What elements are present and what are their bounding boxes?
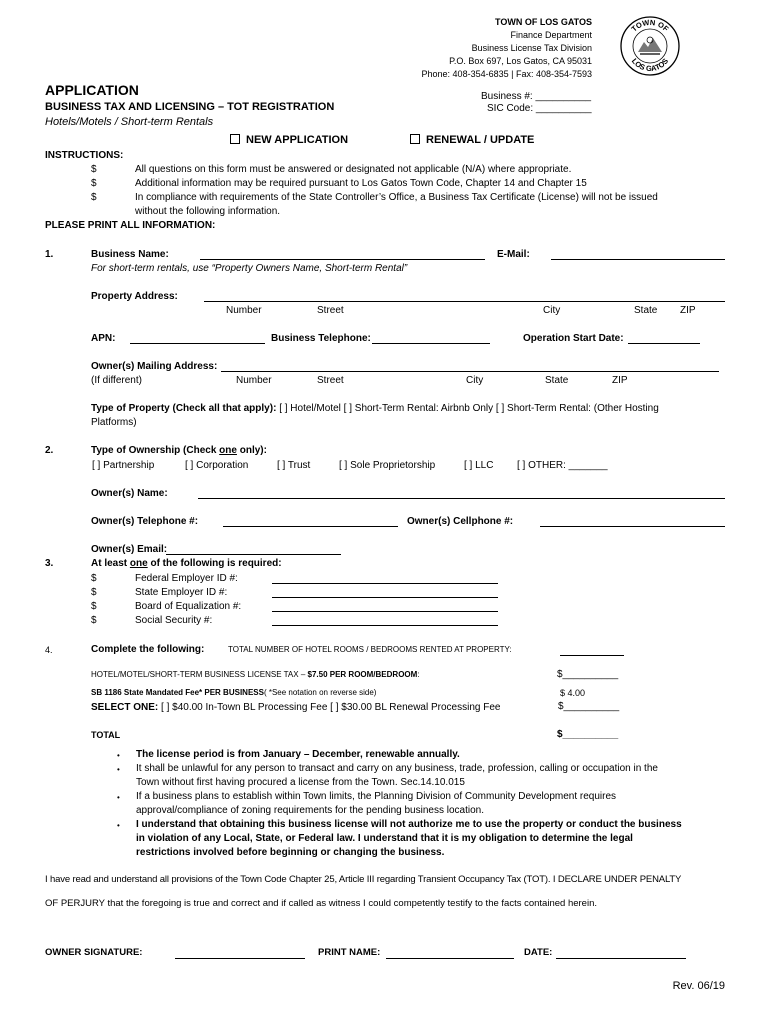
renewal-checkbox[interactable]	[410, 134, 534, 147]
instruction-item-1: All questions on this form must be answered or designated not applicable (N/A) where appropriate.	[135, 164, 572, 175]
print-name-input[interactable]	[386, 958, 514, 959]
col-street: Street	[317, 375, 344, 386]
ownership-option-other[interactable]: [ ] OTHER: _______	[517, 460, 608, 471]
business-telephone-input[interactable]	[372, 343, 490, 344]
checkbox-icon	[230, 134, 240, 144]
ownership-option-partnership[interactable]: [ ] Partnership	[92, 460, 155, 471]
email-label: E-Mail:	[497, 249, 530, 260]
owner-email-label: Owner(s) Email:	[91, 544, 168, 555]
business-name-input[interactable]	[200, 259, 485, 260]
start-date-label: Operation Start Date:	[523, 333, 624, 344]
col-city: City	[543, 305, 561, 316]
application-title: APPLICATION	[45, 82, 139, 98]
owner-telephone-label: Owner(s) Telephone #:	[91, 516, 199, 527]
social-security-label: Social Security #:	[135, 615, 213, 626]
note-3-line-2: approval/compliance of zoning requirements for the pending business location.	[136, 805, 484, 816]
required-id-label: At least one of the following is required:	[91, 558, 282, 569]
col-number: Number	[236, 375, 272, 386]
owner-name-label: Owner(s) Name:	[91, 488, 168, 499]
complete-following-label: Complete the following:	[91, 644, 205, 655]
town-seal-logo	[620, 16, 680, 76]
owner-telephone-input[interactable]	[223, 526, 398, 527]
total-label: TOTAL	[91, 730, 121, 740]
business-name-label: Business Name:	[91, 249, 169, 260]
select-one-label: SELECT ONE:	[91, 702, 159, 713]
select-one-row[interactable]	[91, 702, 500, 714]
total-amount-input[interactable]: $__________	[557, 729, 619, 740]
ownership-option-corporation[interactable]: [ ] Corporation	[185, 460, 249, 471]
bullet-icon: •	[117, 793, 120, 802]
apn-input[interactable]	[130, 343, 265, 344]
print-all-heading: PLEASE PRINT ALL INFORMATION:	[45, 220, 216, 231]
new-application-label: NEW APPLICATION	[246, 134, 349, 146]
owner-cellphone-label: Owner(s) Cellphone #:	[407, 516, 514, 527]
bullet-icon: •	[117, 821, 120, 830]
id-marker: $	[91, 601, 97, 612]
federal-employer-id-input[interactable]	[272, 583, 498, 584]
if-different-label: (If different)	[91, 375, 142, 386]
sb1186-label: SB 1186 State Mandated Fee* PER BUSINESS( *See notation on reverse side)	[91, 688, 377, 697]
section-1-number: 1.	[45, 249, 54, 260]
property-type-label: Type of Property (Check all that apply):	[91, 403, 277, 414]
str-note: For short-term rentals, use “Property Owners Name, Short-term Rental”	[91, 263, 408, 274]
select-one-options: [ ] $40.00 In-Town BL Processing Fee [ ] $30.00 BL Renewal Processing Fee	[161, 702, 501, 713]
instruction-item-2: Additional information may be required pursuant to Los Gatos Town Code, Chapter 14 and Chapter 15	[135, 178, 587, 189]
header-dept: Finance Department	[510, 30, 592, 40]
instruction-marker: $	[91, 178, 97, 189]
header-division: Business License Tax Division	[471, 43, 592, 53]
note-2-line-2: Town without first having procured a license from the Town. Sec.14.10.015	[136, 777, 465, 788]
property-address-label: Property Address:	[91, 291, 178, 302]
board-of-equalization-label: Board of Equalization #:	[135, 601, 242, 612]
property-address-input[interactable]	[204, 301, 725, 302]
id-marker: $	[91, 573, 97, 584]
date-input[interactable]	[556, 958, 686, 959]
owner-signature-label: OWNER SIGNATURE:	[45, 947, 143, 958]
property-type-platforms: Platforms)	[91, 417, 137, 428]
note-1: The license period is from January – December, renewable annually.	[136, 749, 460, 760]
tax-amount-input[interactable]: $__________	[557, 669, 619, 680]
social-security-input[interactable]	[272, 625, 498, 626]
print-name-label: PRINT NAME:	[318, 947, 381, 958]
col-state: State	[545, 375, 569, 386]
note-4-line-3: restrictions involved before beginning or changing the business.	[136, 847, 445, 858]
processing-fee-amount-input[interactable]: $__________	[558, 701, 620, 712]
note-2-line-1: It shall be unlawful for any person to transact and carry on any business, trade, profession, calling or occupation in the	[136, 763, 658, 774]
federal-employer-id-label: Federal Employer ID #:	[135, 573, 238, 584]
sic-code-field[interactable]: SIC Code: __________	[487, 103, 592, 114]
bullet-icon: •	[117, 765, 120, 774]
business-telephone-label: Business Telephone:	[271, 333, 371, 344]
ownership-option-llc[interactable]: [ ] LLC	[464, 460, 494, 471]
id-marker: $	[91, 587, 97, 598]
note-3-line-1: If a business plans to establish within Town limits, the Planning Division of Community Development requires	[136, 791, 617, 802]
property-type-row[interactable]	[91, 403, 659, 415]
state-employer-id-label: State Employer ID #:	[135, 587, 228, 598]
instruction-item-3-cont: without the following information.	[135, 206, 281, 217]
instruction-marker: $	[91, 164, 97, 175]
ownership-option-trust[interactable]: [ ] Trust	[277, 460, 311, 471]
col-zip: ZIP	[680, 305, 696, 316]
header-org: TOWN OF LOS GATOS	[494, 17, 592, 27]
email-input[interactable]	[551, 259, 725, 260]
col-zip: ZIP	[612, 375, 628, 386]
apn-label: APN:	[91, 333, 116, 344]
col-state: State	[634, 305, 658, 316]
owner-signature-input[interactable]	[175, 958, 305, 959]
note-4-line-1: I understand that obtaining this business license will not authorize me to use the property or conduct the business	[136, 819, 682, 830]
new-application-checkbox[interactable]	[230, 134, 348, 147]
id-marker: $	[91, 615, 97, 626]
owner-cellphone-input[interactable]	[540, 526, 725, 527]
note-4-line-2: in violation of any Local, State, or Federal law. I understand that it is my obligation to determine the legal	[136, 833, 633, 844]
mailing-address-label: Owner(s) Mailing Address:	[91, 361, 218, 372]
col-number: Number	[226, 305, 262, 316]
tax-label: HOTEL/MOTEL/SHORT-TERM BUSINESS LICENSE TAX – $7.50 PER ROOM/BEDROOM:	[91, 670, 420, 679]
col-city: City	[466, 375, 484, 386]
ownership-option-sole-proprietorship[interactable]: [ ] Sole Proprietorship	[339, 460, 436, 471]
bullet-icon: •	[117, 751, 120, 760]
header-phone: Phone: 408-354-6835 | Fax: 408-354-7593	[421, 69, 592, 79]
application-category: Hotels/Motels / Short-term Rentals	[45, 116, 214, 128]
instruction-marker: $	[91, 192, 97, 203]
seal-top-text: TOWN OF	[629, 17, 671, 34]
renewal-label: RENEWAL / UPDATE	[426, 134, 535, 146]
instructions-heading: INSTRUCTIONS:	[45, 150, 124, 161]
property-type-options: [ ] Hotel/Motel [ ] Short-Term Rental: Airbnb Only [ ] Short-Term Rental: (Other Hosting	[279, 403, 659, 414]
col-street: Street	[317, 305, 344, 316]
header-address: P.O. Box 697, Los Gatos, CA 95031	[449, 56, 592, 66]
ownership-type-label: Type of Ownership (Check one only):	[91, 445, 267, 456]
board-of-equalization-input[interactable]	[272, 611, 498, 612]
start-date-input[interactable]	[628, 343, 700, 344]
mailing-address-input[interactable]	[221, 371, 719, 372]
owner-name-input[interactable]	[198, 498, 725, 499]
checkbox-icon	[410, 134, 420, 144]
declaration-line-1: I have read and understand all provisions of the Town Code Chapter 25, Article III regarding Transient Occupancy Tax (TOT). I DECLARE UNDER PENALTY	[45, 874, 682, 885]
declaration-line-2: OF PERJURY that the foregoing is true and correct and if called as witness I could competently testify to the facts contained herein.	[45, 898, 597, 909]
business-number-field[interactable]: Business #: __________	[481, 91, 592, 102]
revision-label: Rev. 06/19	[672, 980, 725, 992]
owner-email-input[interactable]	[166, 554, 341, 555]
date-label: DATE:	[524, 947, 553, 958]
rooms-label: TOTAL NUMBER OF HOTEL ROOMS / BEDROOMS RENTED AT PROPERTY:	[228, 645, 512, 654]
section-3-number: 3.	[45, 558, 54, 569]
section-2-number: 2.	[45, 445, 54, 456]
application-subtitle: BUSINESS TAX AND LICENSING – TOT REGISTRATION	[45, 101, 335, 113]
section-4-number: 4.	[45, 645, 53, 655]
rooms-input[interactable]	[560, 655, 624, 656]
sb1186-amount: $ 4.00	[560, 688, 586, 698]
instruction-item-3: In compliance with requirements of the State Controller’s Office, a Business Tax Certificate (License) will not be issued	[135, 192, 658, 203]
seal-bottom-text: LOS GATOS	[629, 56, 671, 74]
state-employer-id-input[interactable]	[272, 597, 498, 598]
